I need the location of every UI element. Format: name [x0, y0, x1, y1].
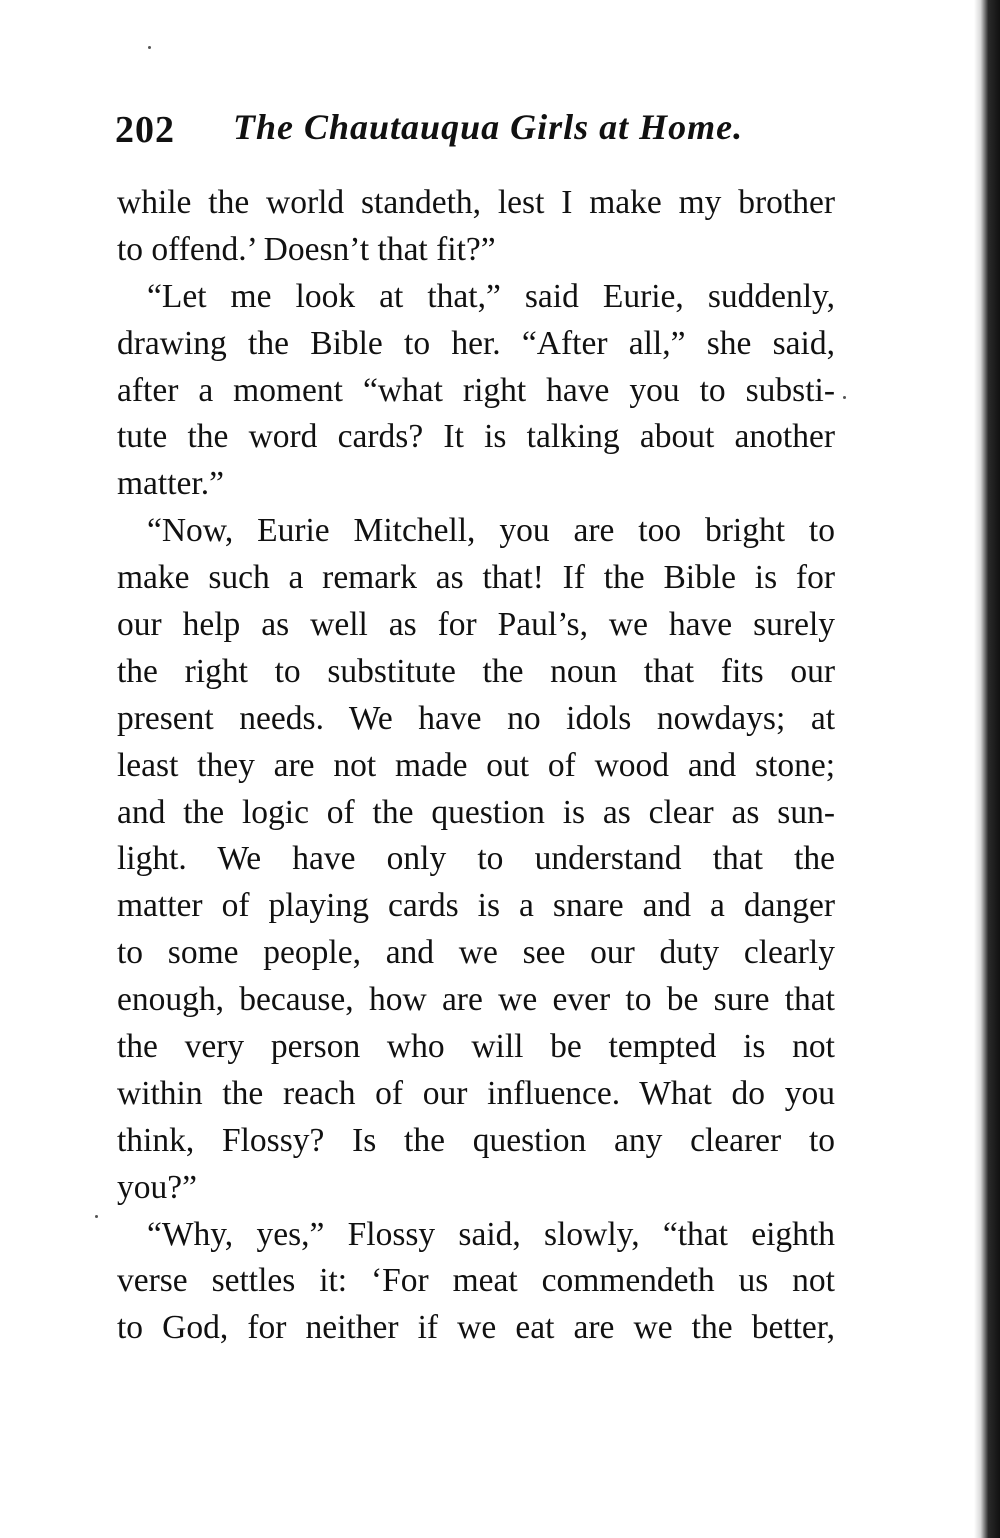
text-line: to some people, and we see our duty clearly — [117, 934, 835, 972]
paper-speck — [843, 396, 846, 399]
page-binding-edge — [974, 0, 1000, 1538]
text-line: the right to substitute the noun that fits our — [117, 652, 835, 690]
text-line: tute the word cards? It is talking about another — [117, 418, 835, 456]
text-line: after a moment “what right have you to substi- — [117, 371, 835, 409]
text-line: present needs. We have no idols nowdays; at — [117, 699, 835, 737]
text-line: enough, because, how are we ever to be sure that — [117, 981, 835, 1019]
text-line: “Why, yes,” Flossy said, slowly, “that eighth — [147, 1215, 835, 1253]
text-line: verse settles it: ‘For meat commendeth us not — [117, 1262, 835, 1300]
paper-speck — [148, 46, 151, 49]
text-line: you?” — [117, 1168, 197, 1206]
text-line: “Let me look at that,” said Eurie, suddenly, — [147, 277, 835, 315]
text-line: our help as well as for Paul’s, we have surely — [117, 606, 835, 644]
text-line: to offend.’ Doesn’t that fit?” — [117, 230, 496, 268]
text-line: drawing the Bible to her. “After all,” she said, — [117, 324, 835, 362]
text-line: least they are not made out of wood and stone; — [117, 746, 835, 784]
body-text — [117, 180, 835, 1352]
text-line: to God, for neither if we eat are we the better, — [117, 1309, 835, 1347]
text-line: matter.” — [117, 465, 224, 503]
text-line: while the world standeth, lest I make my brother — [117, 184, 835, 221]
text-line: light. We have only to understand that the — [117, 840, 835, 878]
text-line: the very person who will be tempted is not — [117, 1028, 835, 1066]
page-number: 202 — [115, 109, 175, 151]
text-line: think, Flossy? Is the question any clearer to — [117, 1121, 835, 1159]
text-line: matter of playing cards is a snare and a danger — [117, 887, 835, 925]
page-header — [115, 100, 835, 160]
paper-speck — [95, 1215, 98, 1218]
running-title: The Chautauqua Girls at Home. — [233, 107, 744, 147]
text-line: within the reach of our influence. What do you — [117, 1074, 835, 1112]
text-line: and the logic of the question is as clear as sun- — [117, 793, 835, 831]
text-line: “Now, Eurie Mitchell, you are too bright to — [147, 512, 835, 550]
text-line: make such a remark as that! If the Bible is for — [117, 559, 835, 597]
